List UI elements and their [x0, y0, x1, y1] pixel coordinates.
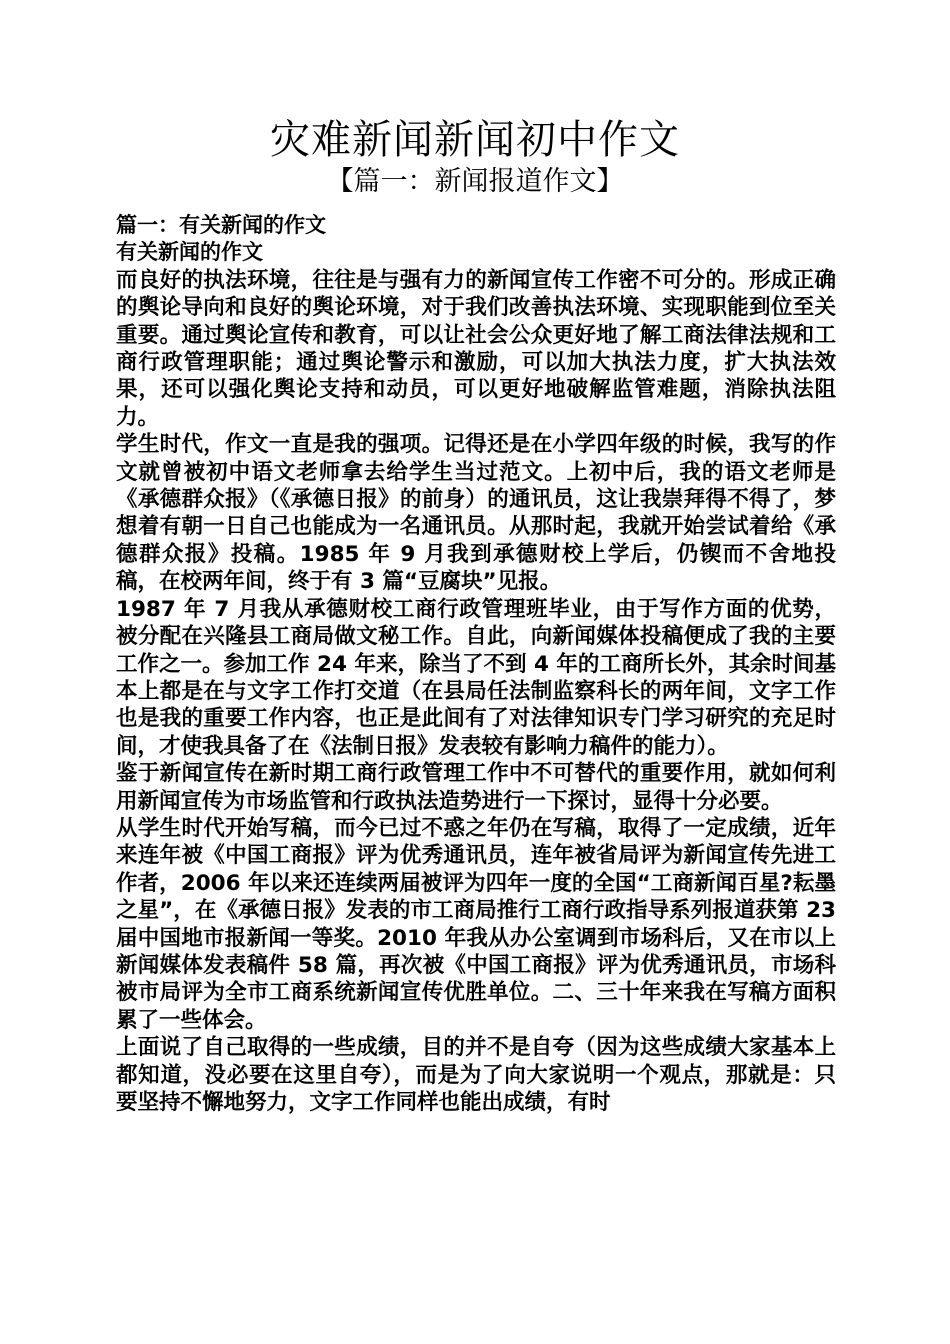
- body-paragraph-2: 学生时代，作文一直是我的强项。记得还是在小学四年级的时候，我写的作文就曾被初中语文老师拿去给学生当过范文。上初中后，我的语文老师是《承德群众报》（《承德日报》的前身）的通讯员，这让我崇拜得不得了，梦想着有朝一日自己也能成为一名通讯员。从那时起，我就开始尝试着给《承德群众报》投稿。1985 年 9 月我到承德财校上学后，仍锲而不舍地投稿，在校两年间，终于有 3 篇“豆腐块”见报。: [116, 432, 836, 595]
- article-heading: 有关新闻的作文: [116, 240, 263, 265]
- body-paragraph-4: 鉴于新闻宣传在新时期工商行政管理工作中不可替代的重要作用，就如何利用新闻宣传为市场监管和行政执法造势进行一下探讨，显得十分必要。: [116, 761, 836, 814]
- body-paragraph-1: 而良好的执法环境，往往是与强有力的新闻宣传工作密不可分的。形成正确的舆论导向和良好的舆论环境，对于我们改善执法环境、实现职能到位至关重要。通过舆论宣传和教育，可以让社会公众更好地了解工商法律法规和工商行政管理职能；通过舆论警示和激励，可以加大执法力度，扩大执法效果，还可以强化舆论支持和动员，可以更好地破解监管难题，消除执法阻力。: [116, 267, 836, 430]
- body-paragraph-6: 上面说了自己取得的一些成绩，目的并不是自夸（因为这些成绩大家基本上都知道，没必要在这里自夸），而是为了向大家说明一个观点，那就是：只要坚持不懈地努力，文字工作同样也能出成绩，有时: [116, 1035, 836, 1115]
- document-body: [116, 212, 836, 1212]
- document-subtitle: 【篇一：新闻报道作文】: [326, 166, 624, 197]
- body-paragraph-5: 从学生时代开始写稿，而今已过不惑之年仍在写稿，取得了一定成绩，近年来连年被《中国工商报》评为优秀通讯员，连年被省局评为新闻宣传先进工作者，2006 年以来还连续两届被评为四年一度的全国“工商新闻百星?耘墨之星”，在《承德日报》发表的市工商局推行工商行政指导系列报道获第 23 届中国地市报新闻一等奖。2010 年我从办公室调到市场科后，又在市以上新闻媒体发表稿件 58 篇，再次被《中国工商报》评为优秀通讯员，市场科被市局评为全市工商系统新闻宣传优胜单位。二、三十年来我在写稿方面积累了一些体会。: [116, 815, 836, 1033]
- document-title: 灾难新闻新闻初中作文: [270, 117, 680, 163]
- body-paragraph-3: 1987 年 7 月我从承德财校工商行政管理班毕业，由于写作方面的优势，被分配在兴隆县工商局做文秘工作。自此，向新闻媒体投稿便成了我的主要工作之一。参加工作 24 年来，除当了不到 4 年的工商所长外，其余时间基本上都是在与文字工作打交道（在县局任法制监察科长的两年间，文字工作也是我的重要工作内容，也正是此间有了对法律知识专门学习研究的充足时间，才使我具备了在《法制日报》发表较有影响力稿件的能力）。: [116, 596, 836, 759]
- section-heading: 篇一：有关新闻的作文: [116, 213, 326, 237]
